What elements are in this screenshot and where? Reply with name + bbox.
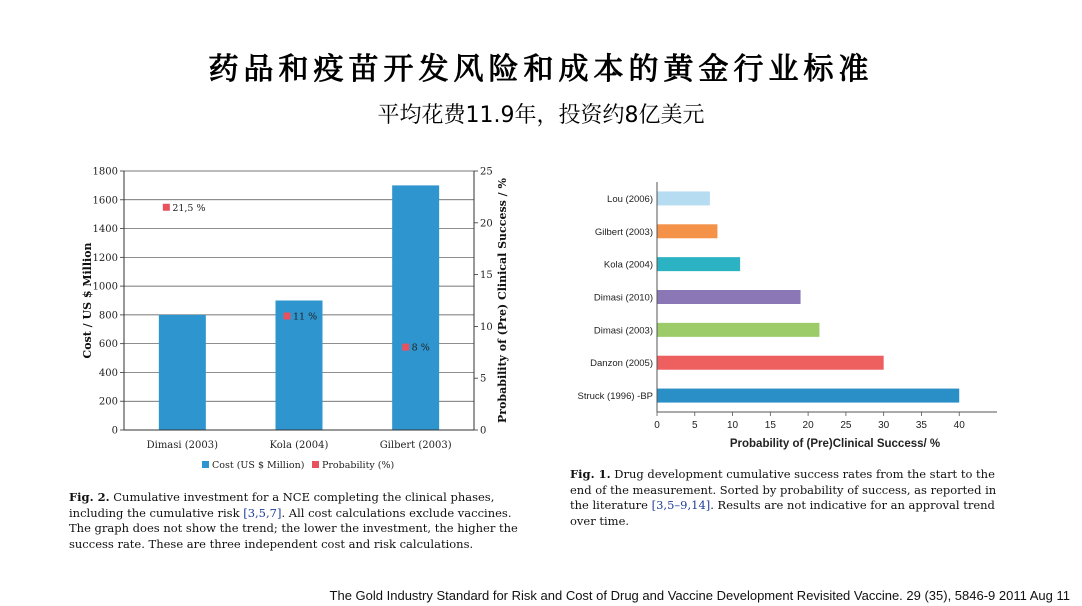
x-category-label: Gilbert (2003) xyxy=(379,440,452,451)
fig2-caption-text-b: . All cost calculations exclude vaccines. The graph does not show the trend; the lower the investment, the higher the success rate. These are three independent cost and risk calculations. xyxy=(69,505,518,551)
x-tick-label: 5 xyxy=(691,420,698,431)
fig1-caption-text-b: . Results are not indicative for an approval trend over time. xyxy=(570,498,995,528)
fig2-caption-label: Fig. 2. xyxy=(69,490,110,504)
y2-tick-label: 15 xyxy=(480,270,493,282)
y-tick-label: 0 xyxy=(111,425,118,437)
cost-bar xyxy=(159,315,206,430)
y-tick-label: 1600 xyxy=(92,195,118,207)
legend-swatch-cost xyxy=(202,461,209,468)
x-tick-label: 35 xyxy=(915,420,928,431)
source-footer: The Gold Industry Standard for Risk and Cost of Drug and Vaccine Development Revisited Vaccine. 29 (35), 5846-9 2011 Aug 11 xyxy=(329,588,1070,603)
y-tick-label: 1800 xyxy=(92,166,118,178)
y2-tick-label: 20 xyxy=(480,218,493,230)
y-tick-label: 800 xyxy=(98,310,118,322)
x-tick-label: 15 xyxy=(764,420,776,431)
x-category-label: Kola (2004) xyxy=(269,440,329,451)
y-category-label: Danzon (2005) xyxy=(590,358,653,370)
x-tick-label: 30 xyxy=(878,420,890,431)
x-tick-label: 25 xyxy=(840,420,852,431)
y2-tick-label: 0 xyxy=(480,425,487,437)
y-category-label: Dimasi (2010) xyxy=(593,292,653,304)
y-category-label: Kola (2004) xyxy=(603,259,653,271)
cost-bar xyxy=(392,185,439,430)
success-rate-bar xyxy=(657,389,959,403)
success-rate-bar xyxy=(657,257,740,271)
success-rate-chart xyxy=(560,172,1010,457)
y-tick-label: 1400 xyxy=(92,224,118,236)
success-rate-bar xyxy=(657,323,819,337)
success-rate-bar xyxy=(657,290,801,304)
fig2-caption-text-a: Cumulative investment for a NCE completing the clinical phases, including the cumulative risk xyxy=(69,490,495,520)
probability-label: 8 % xyxy=(411,342,430,354)
y2-tick-label: 5 xyxy=(480,373,487,385)
success-rate-bar xyxy=(657,191,710,205)
probability-point xyxy=(163,204,170,211)
x-category-label: Dimasi (2003) xyxy=(146,440,219,451)
y-tick-label: 400 xyxy=(98,367,118,379)
y2-axis-title: Probability of (Pre) Clinical Success / % xyxy=(496,178,509,423)
y-tick-label: 200 xyxy=(98,396,118,408)
legend-label-cost: Cost (US $ Million) xyxy=(212,460,305,471)
fig2-caption xyxy=(69,490,524,552)
y-category-label: Lou (2006) xyxy=(607,193,653,205)
fig1-caption xyxy=(570,467,1010,529)
success-rate-bar xyxy=(657,356,884,370)
probability-point xyxy=(402,344,409,351)
y2-tick-label: 25 xyxy=(480,166,493,178)
y-category-label: Gilbert (2003) xyxy=(594,226,653,238)
probability-point xyxy=(284,313,291,320)
y-category-label: Dimasi (2003) xyxy=(593,325,653,337)
x-axis-title: Probability of (Pre)Clinical Success/ % xyxy=(729,438,941,450)
fig1-caption-text-a: Drug development cumulative success rates from the start to the end of the measurement. Sorted by probability of success, as reported in the literature xyxy=(570,467,997,512)
legend-swatch-probability xyxy=(312,461,319,468)
y2-tick-label: 10 xyxy=(480,321,493,333)
x-tick-label: 40 xyxy=(953,420,965,431)
y-tick-label: 1000 xyxy=(92,281,118,293)
legend-label-probability: Probability (%) xyxy=(322,460,395,471)
probability-label: 21,5 % xyxy=(172,202,206,214)
slide-title: 药品和疫苗开发风险和成本的黄金行业标准 xyxy=(208,52,874,87)
x-tick-label: 20 xyxy=(802,420,814,431)
fig2-caption-refs[interactable]: [3,5,7] xyxy=(243,505,282,520)
probability-label: 11 % xyxy=(293,311,318,323)
x-tick-label: 0 xyxy=(654,420,660,431)
slide-subtitle: 平均花费11.9年，投资约8亿美元 xyxy=(377,103,705,128)
x-tick-label: 10 xyxy=(726,420,739,431)
y-axis-title: Cost / US $ Million xyxy=(81,242,94,359)
success-rate-bar xyxy=(657,224,717,238)
y-category-label: Struck (1996) -BP xyxy=(577,391,653,403)
cost-probability-chart xyxy=(70,158,540,483)
fig1-caption-label: Fig. 1. xyxy=(570,467,611,481)
fig1-caption-refs[interactable]: [3,5–9,14] xyxy=(651,498,711,512)
y-tick-label: 600 xyxy=(98,339,118,351)
y-tick-label: 1200 xyxy=(92,252,118,264)
